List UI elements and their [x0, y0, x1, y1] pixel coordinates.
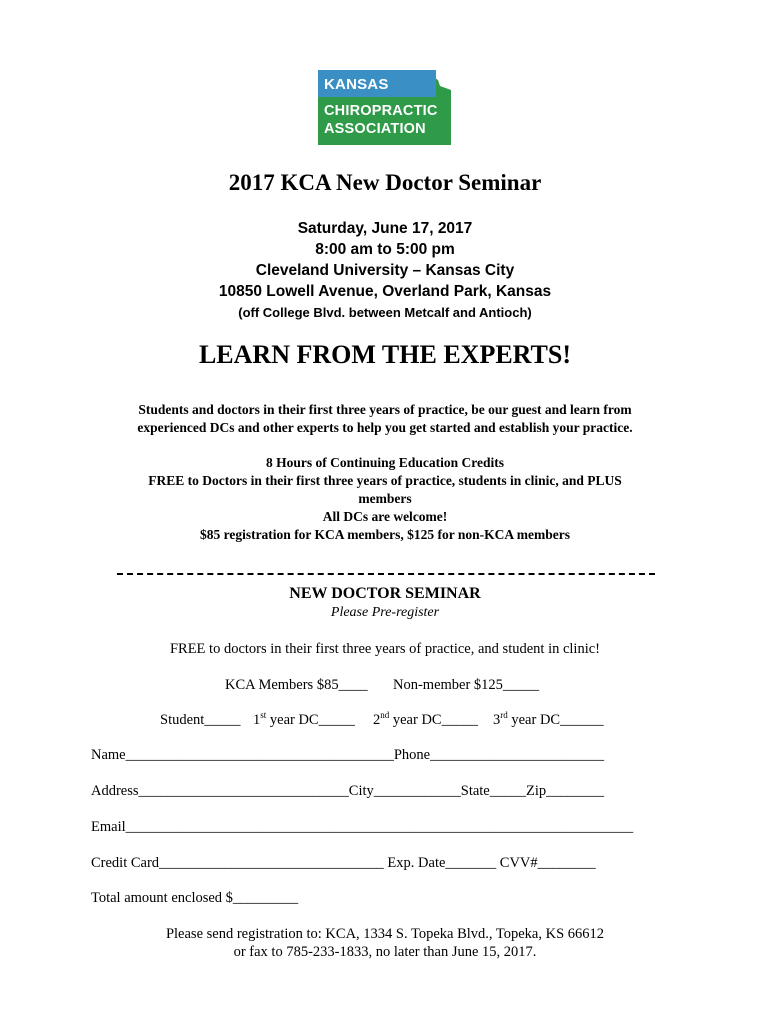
address-row[interactable]: Address_____________________________City____________State_____Zip________ [91, 783, 605, 799]
credit-line-3: members [358, 491, 412, 506]
first-year-dc-option[interactable]: 1st year DC_____ [253, 710, 355, 728]
headline: LEARN FROM THE EXPERTS! [198, 340, 572, 369]
credit-line-1: 8 Hours of Continuing Education Credits [266, 455, 504, 470]
second-year-dc-option[interactable]: 2nd year DC_____ [373, 710, 478, 728]
logo-line-kansas: KANSAS [324, 76, 389, 93]
event-venue: Cleveland University – Kansas City [255, 262, 515, 279]
form-title: NEW DOCTOR SEMINAR [289, 585, 481, 602]
logo-line-chiropractic: CHIROPRACTIC [324, 103, 438, 119]
intro-line-2: experienced DCs and other experts to help you get started and establish your practice. [137, 420, 633, 435]
logo-line-association: ASSOCIATION [324, 121, 426, 137]
credit-line-5: $85 registration for KCA members, $125 for non-KCA members [199, 527, 571, 542]
third-year-dc-option[interactable]: 3rd year DC______ [493, 710, 604, 728]
mail-instructions: Please send registration to: KCA, 1334 S. Topeka Blvd., Topeka, KS 66612 [165, 926, 605, 942]
event-time: 8:00 am to 5:00 pm [315, 241, 455, 258]
email-row[interactable]: Email______________________________________________________________________ [91, 819, 634, 835]
credit-line-4: All DCs are welcome! [322, 509, 448, 524]
credit-card-row[interactable]: Credit Card_______________________________ Exp. Date_______ CVV#________ [91, 855, 596, 871]
page-title: 2017 KCA New Doctor Seminar [228, 170, 542, 195]
free-notice: FREE to doctors in their first three years of practice, and student in clinic! [169, 641, 601, 657]
kca-logo [318, 70, 451, 145]
name-phone-row[interactable]: Name_____________________________________Phone________________________ [91, 747, 605, 763]
student-option[interactable]: Student_____ [160, 712, 241, 728]
intro-line-1: Students and doctors in their first three years of practice, be our guest and learn from [138, 402, 632, 417]
cut-line-divider [117, 573, 655, 575]
fax-instructions: or fax to 785-233-1833, no later than June 15, 2017. [233, 944, 537, 960]
non-member-option[interactable]: Non-member $125_____ [393, 677, 540, 693]
total-amount-row[interactable]: Total amount enclosed $_________ [91, 890, 299, 906]
credit-line-2: FREE to Doctors in their first three years of practice, students in clinic, and PLUS [148, 473, 622, 488]
event-date: Saturday, June 17, 2017 [297, 220, 473, 237]
form-subtitle: Please Pre-register [330, 605, 440, 620]
event-directions: (off College Blvd. between Metcalf and Antioch) [238, 305, 532, 320]
event-address: 10850 Lowell Avenue, Overland Park, Kansas [218, 283, 552, 300]
kca-members-option[interactable]: KCA Members $85____ [225, 677, 368, 693]
